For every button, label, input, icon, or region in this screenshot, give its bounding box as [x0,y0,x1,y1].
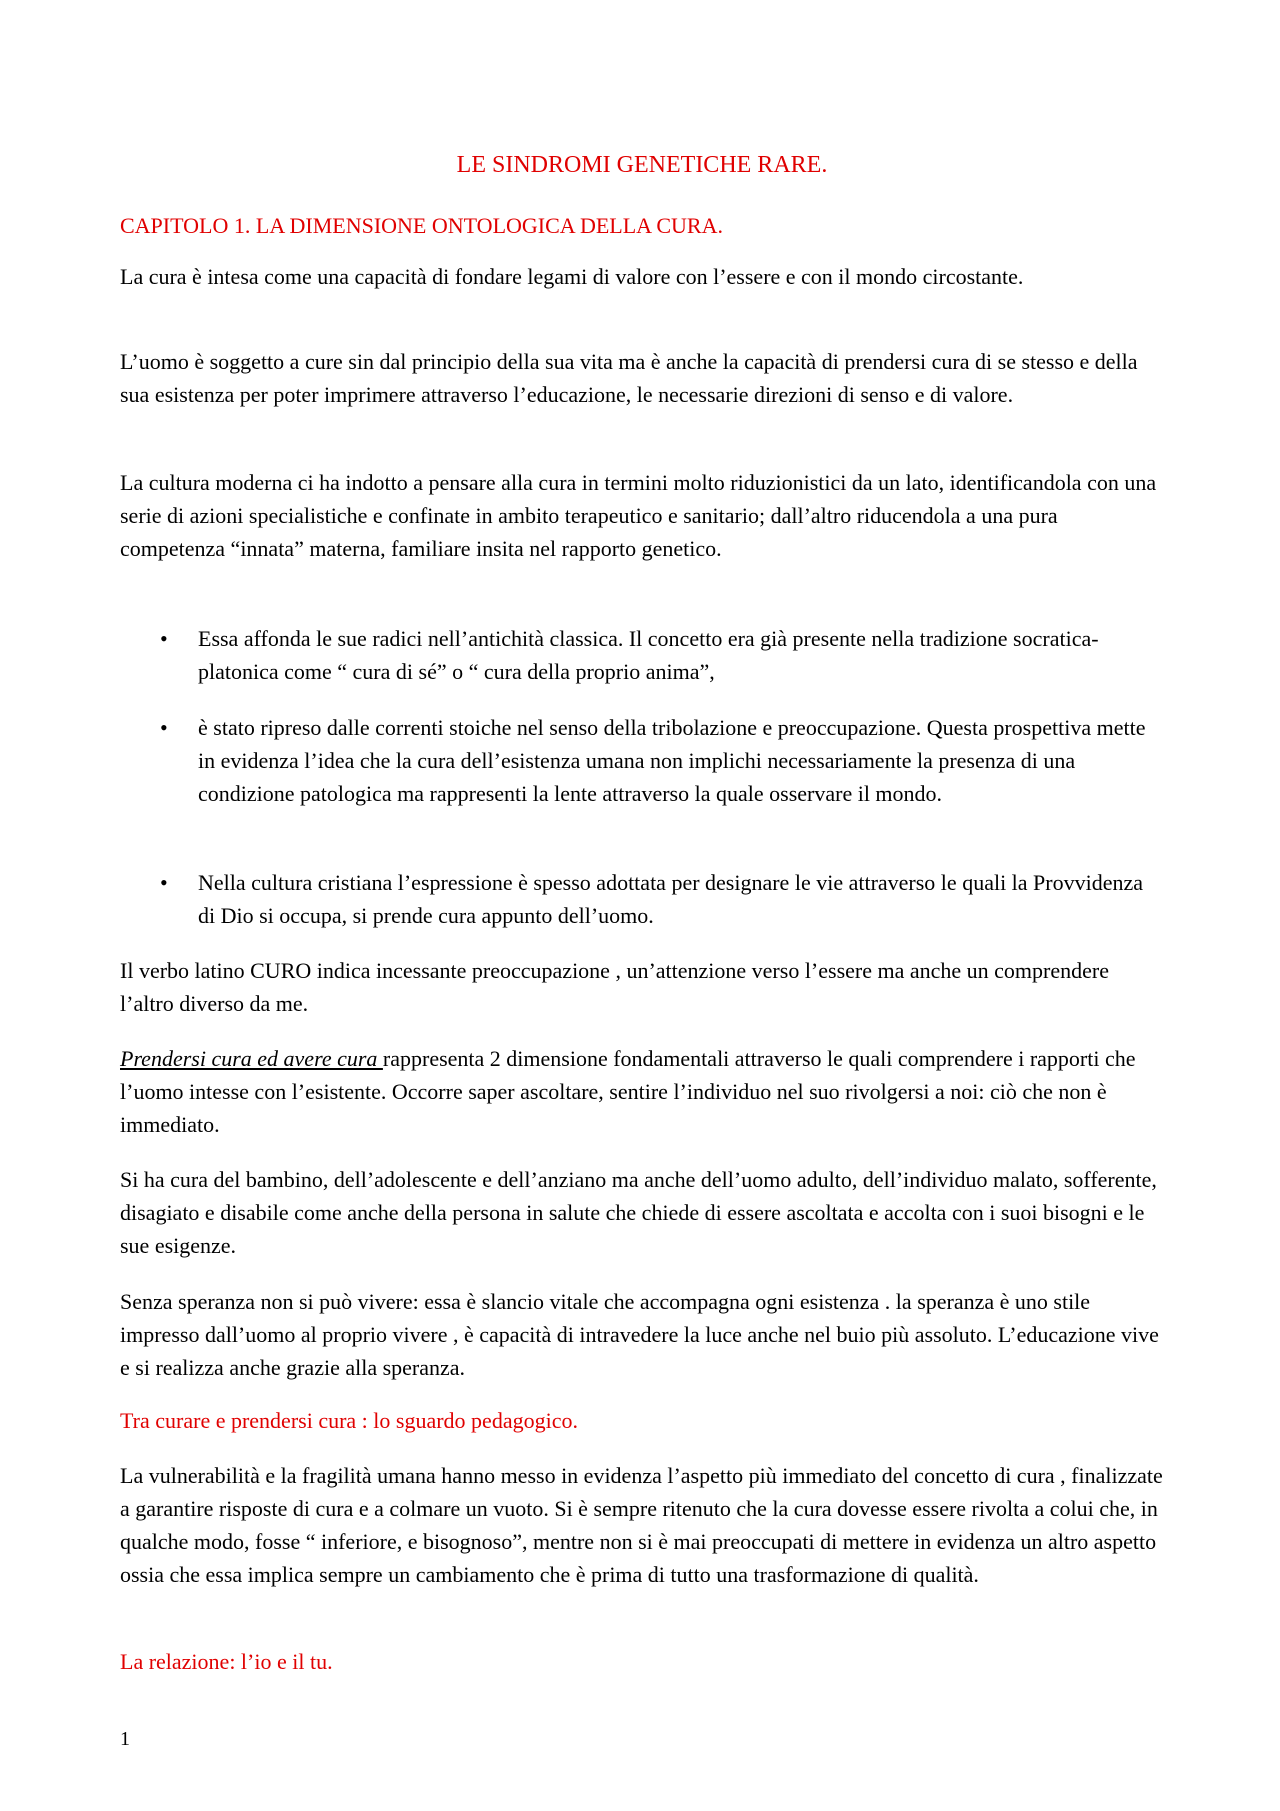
bullet-item-1: Essa affonda le sue radici nell’antichità classica. Il concetto era già presente nella tradizione socratica-platonica come “ cura di sé” o “ cura della proprio anima”, [198,626,1099,684]
page-number: 1 [120,1728,130,1750]
subheading-pedagogical-gaze: Tra curare e prendersi cura : lo sguardo pedagogico. [120,1408,578,1433]
paragraph-4: Il verbo latino CURO indica incessante preoccupazione , un’attenzione verso l’essere ma anche un comprendere l’altro diverso da me. [120,958,1109,1016]
document-title: LE SINDROMI GENETICHE RARE. [456,152,828,178]
paragraph-8: La vulnerabilità e la fragilità umana hanno messo in evidenza l’aspetto più immediato del concetto di cura , finalizzate a garantire risposte di cura e a colmare un vuoto. Si è sempre ritenuto che la cura dovesse essere rivolta a colui che, in qualche modo, fosse “ inferiore, e bisognoso”, mentre non si è mai preoccupati di mettere in evidenza un altro aspetto ossia che essa implica sempre un cambiamento che è prima di tutto una trasformazione di qualità. [120,1463,1163,1587]
emphasized-phrase: Prendersi cura ed avere cura [120,1046,383,1071]
bullet-item-3: Nella cultura cristiana l’espressione è spesso adottata per designare le vie attraverso le quali la Provvidenza di Dio si occupa, si prende cura appunto dell’uomo. [198,870,1144,928]
bullet-item-2: è stato ripreso dalle correnti stoiche nel senso della tribolazione e preoccupazione. Questa prospettiva mette in evidenza l’idea che la cura dell’esistenza umana non implichi necessariamente la presenza di una condizione patologica ma rappresenti la lente attraverso la quale osservare il mondo. [198,715,1146,806]
subheading-relation: La relazione: l’io e il tu. [120,1649,333,1674]
bullet-marker: • [160,715,168,740]
paragraph-5 [120,1042,1164,1141]
chapter-heading: CAPITOLO 1. LA DIMENSIONE ONTOLOGICA DELLA CURA. [120,213,723,238]
bullet-marker: • [160,870,168,895]
bullet-marker: • [160,626,168,651]
paragraph-2: L’uomo è soggetto a cure sin dal principio della sua vita ma è anche la capacità di prendersi cura di se stesso e della sua esistenza per poter imprimere attraverso l’educazione, le necessarie direzioni di senso e di valore. [120,349,1138,407]
paragraph-1: La cura è intesa come una capacità di fondare legami di valore con l’essere e con il mondo circostante. [120,264,1024,289]
paragraph-6: Si ha cura del bambino, dell’adolescente e dell’anziano ma anche dell’uomo adulto, dell’individuo malato, sofferente, disagiato e disabile come anche della persona in salute che chiede di essere ascoltata e accolta con i suoi bisogni e le sue esigenze. [120,1167,1157,1258]
paragraph-3: La cultura moderna ci ha indotto a pensare alla cura in termini molto riduzionistici da un lato, identificandola con una serie di azioni specialistiche e confinate in ambito terapeutico e sanitario; dall’altro riducendola a una pura competenza “innata” materna, familiare insita nel rapporto genetico. [120,470,1157,561]
paragraph-7: Senza speranza non si può vivere: essa è slancio vitale che accompagna ogni esistenza . la speranza è uno stile impresso dall’uomo al proprio vivere , è capacità di intravedere la luce anche nel buio più assoluto. L’educazione vive e si realizza anche grazie alla speranza. [120,1289,1159,1380]
document-page [120,0,1164,1811]
paragraph-5-rest: rappresenta 2 dimensione fondamentali attraverso le quali comprendere i rapporti che l’uomo intesse con l’esistente. Occorre saper ascoltare, sentire l’individuo nel suo rivolgersi a noi: ciò che non è immediato. [120,1046,1136,1137]
